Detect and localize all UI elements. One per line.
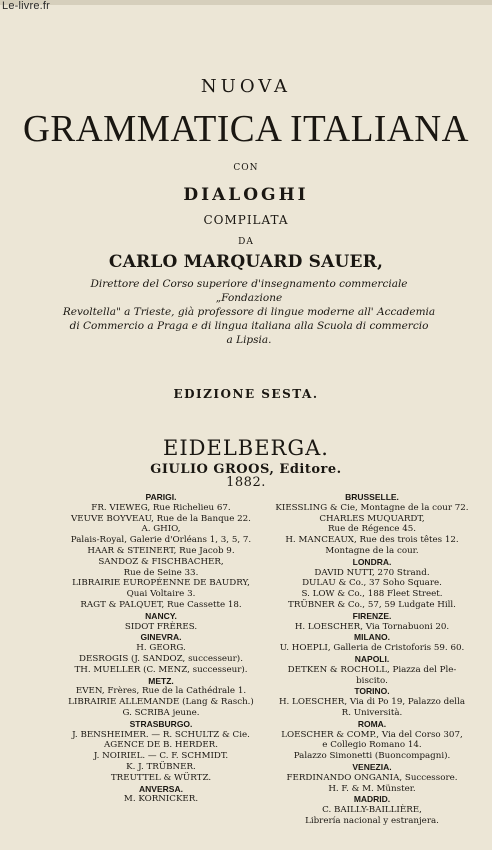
title-da: DA bbox=[238, 237, 254, 247]
bookseller-entry: RAGT & PALQUET, Rue Cassette 18. bbox=[80, 599, 242, 610]
bookseller-entry: A. GHIO, bbox=[141, 524, 181, 535]
bookseller-entry: SIDOT FRÈRES. bbox=[124, 621, 198, 632]
author-name: CARLO MARQUARD SAUER, bbox=[108, 252, 384, 272]
bookseller-entry: FERDINANDO ONGANIA, Successore. bbox=[286, 772, 458, 783]
title-dialoghi: DIALOGHI bbox=[183, 185, 309, 205]
bookseller-entry: VEUVE BOYVEAU, Rue de la Banque 22. bbox=[71, 513, 251, 524]
bookseller-city-heading: VENEZIA. bbox=[352, 761, 392, 772]
bookseller-city-heading: TORINO. bbox=[354, 686, 390, 697]
bookseller-city-heading: NANCY. bbox=[145, 610, 177, 621]
bookseller-entry: DESROGIS (J. SANDOZ, successeur). bbox=[79, 653, 243, 664]
bookseller-city-heading: BRUSSELLE. bbox=[345, 492, 399, 502]
edition: EDIZIONE SESTA. bbox=[173, 387, 319, 401]
bookseller-entry: M. KORNICKER. bbox=[123, 794, 199, 805]
title-main: GRAMMATICA ITALIANA bbox=[23, 108, 469, 150]
imprint-publisher: GIULIO GROOS, Editore. bbox=[150, 462, 342, 477]
bookseller-entry: Rue de Seine 33. bbox=[123, 567, 199, 578]
scan-edge bbox=[0, 0, 492, 5]
bookseller-entry: S. LOW & Co., 188 Fleet Street. bbox=[301, 589, 443, 600]
bookseller-entry: KIESSLING & Cie, Montagne de la cour 72. bbox=[275, 502, 469, 513]
bookseller-city-heading: MILANO. bbox=[354, 632, 390, 643]
bookseller-entry: Palais-Royal, Galerie d'Orléans 1, 3, 5, 7. bbox=[70, 535, 252, 546]
bookseller-entry: G. SCRIBA jeune. bbox=[122, 707, 200, 718]
description-line: Direttore del Corso superiore d'insegnamento commerciale „Fondazione bbox=[90, 278, 408, 304]
bookseller-entry: CHARLES MUQUARDT, bbox=[319, 513, 425, 524]
bookseller-entry: H. LOESCHER, Via di Po 19, Palazzo della bbox=[278, 697, 466, 708]
bookseller-city-heading: LONDRA. bbox=[352, 556, 392, 567]
imprint-city: EIDELBERGA. bbox=[163, 436, 329, 460]
watermark-brand: Le-livre.fr bbox=[2, 0, 51, 12]
bookseller-entry: LOESCHER & COMP., Via del Corso 307, bbox=[281, 729, 463, 740]
bookseller-entry: Palazzo Simonetti (Buoncompagni). bbox=[293, 751, 451, 762]
bookseller-entry: C. BAILLY-BAILLIÈRE, bbox=[322, 805, 422, 816]
bookseller-entry: J. BENSHEIMER. — R. SCHULTZ & Cie. bbox=[72, 729, 250, 740]
description-line: di Commercio a Praga e di lingua italiana alla Scuola di commercio bbox=[69, 320, 429, 332]
bookseller-entry: e Collegio Romano 14. bbox=[322, 740, 422, 751]
bookseller-entry: H. LOESCHER, Via Tornabuoni 20. bbox=[294, 621, 450, 632]
bookseller-entry: DULAU & Co., 37 Soho Square. bbox=[302, 578, 442, 589]
bookseller-entry: Montagne de la cour. bbox=[325, 545, 419, 556]
bookseller-entry: H. MANCEAUX, Rue des trois têtes 12. bbox=[285, 535, 459, 546]
booksellers-left-column bbox=[50, 492, 272, 805]
bookseller-city-heading: ROMA. bbox=[357, 718, 387, 729]
bookseller-entry: LIBRAIRIE ALLEMANDE (Lang & Rasch.) bbox=[68, 697, 254, 708]
bookseller-entry: R. Università. bbox=[341, 707, 403, 718]
title-compilata: COMPILATA bbox=[203, 213, 289, 227]
bookseller-entry: SANDOZ & FISCHBACHER, bbox=[98, 556, 224, 567]
bookseller-city-heading: MADRID. bbox=[353, 794, 391, 805]
bookseller-city-heading: STRASBURGO. bbox=[129, 718, 193, 729]
bookseller-entry: EVEN, Frères, Rue de la Cathédrale 1. bbox=[75, 686, 247, 697]
bookseller-entry: FR. VIEWEG, Rue Richelieu 67. bbox=[91, 502, 231, 513]
bookseller-entry: TH. MUELLER (C. MENZ, successeur). bbox=[74, 664, 248, 675]
bookseller-city-heading: PARIGI. bbox=[145, 492, 177, 502]
author-description bbox=[60, 277, 438, 347]
bookseller-city-heading: METZ. bbox=[148, 675, 174, 686]
bookseller-entry: DETKEN & ROCHOLL, Piazza del Ple- bbox=[287, 664, 457, 675]
bookseller-entry: J. NOIRIEL. — C. F. SCHMIDT. bbox=[93, 751, 229, 762]
bookseller-entry: K. J. TRÜBNER. bbox=[126, 761, 196, 772]
bookseller-city-heading: GINEVRA. bbox=[140, 632, 182, 643]
bookseller-entry: U. HOEPLI, Galleria de Cristoforis 59. 60. bbox=[279, 643, 465, 654]
bookseller-entry: biscito. bbox=[356, 675, 388, 686]
bookseller-entry: TRÜBNER & Co., 57, 59 Ludgate Hill. bbox=[288, 599, 456, 610]
title-con: CON bbox=[233, 163, 259, 173]
bookseller-entry: H. GEORG. bbox=[136, 643, 186, 654]
description-line: Revoltella" a Trieste, già professore di lingue moderne all' Accademia bbox=[62, 306, 436, 318]
bookseller-entry: TREUTTEL & WÜRTZ. bbox=[110, 772, 212, 783]
booksellers-right-column bbox=[262, 492, 482, 827]
bookseller-entry: Quai Voltaire 3. bbox=[126, 589, 196, 600]
bookseller-city-heading: NAPOLI. bbox=[354, 653, 390, 664]
bookseller-entry: HAAR & STEINERT, Rue Jacob 9. bbox=[87, 545, 235, 556]
bookseller-city-heading: ANVERSA. bbox=[139, 783, 183, 794]
bookseller-entry: AGENCE DE B. HERDER. bbox=[104, 740, 218, 751]
bookseller-entry: LIBRAIRIE EUROPÉENNE DE BAUDRY, bbox=[72, 578, 250, 589]
bookseller-city-heading: FIRENZE. bbox=[352, 610, 392, 621]
bookseller-entry: Librería nacional y estranjera. bbox=[305, 815, 439, 826]
imprint-year: 1882. bbox=[226, 475, 266, 490]
bookseller-entry: Rue de Régence 45. bbox=[327, 524, 417, 535]
title-nuova: NUOVA bbox=[200, 76, 292, 97]
bookseller-entry: DAVID NUTT, 270 Strand. bbox=[314, 567, 430, 578]
bookseller-entry: H. F. & M. Münster. bbox=[328, 783, 416, 794]
description-line: a Lipsia. bbox=[226, 334, 272, 346]
